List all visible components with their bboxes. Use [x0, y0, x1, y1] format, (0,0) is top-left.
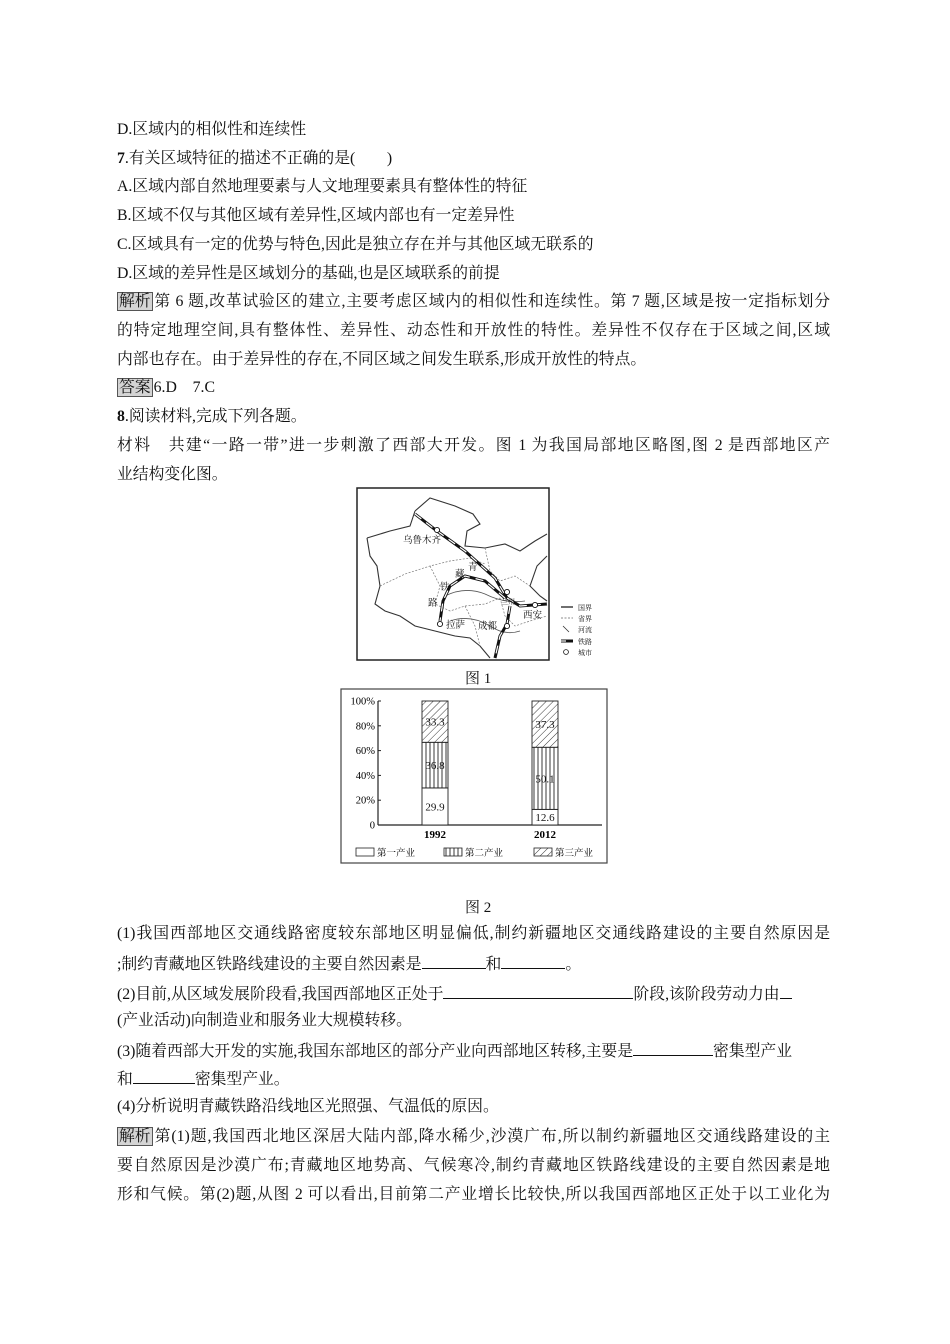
question-text: 和: [485, 956, 502, 973]
bar-data-label: 50.1: [535, 773, 555, 786]
q7-option-d: D.区域的差异性是区域划分的基础,也是区域联系的前提: [117, 265, 500, 282]
analysis-1-line: 内部也存在。由于差异性的存在,不同区域之间发生联系,形成开放性的特点。: [117, 351, 647, 368]
q7-option-b: B.区域不仅与其他区域有差异性,区域内部也有一定差异性: [117, 207, 515, 224]
answer-blank[interactable]: [501, 953, 565, 969]
q7-number: 7: [117, 150, 125, 167]
question-text: ;制约青藏地区铁路线建设的主要自然因素是: [117, 956, 422, 973]
question-2-line: [117, 983, 792, 1005]
figure-2-caption: 图 2: [465, 900, 492, 916]
figure-1-map: [355, 486, 610, 664]
city-label-lhasa: 拉萨: [446, 621, 466, 631]
map-legend: [561, 603, 592, 657]
legend-city-icon: [564, 650, 569, 655]
legend-label: 国界: [578, 604, 592, 612]
q7-option-c: C.区域具有一定的优势与特色,因此是独立存在并与其他区域无联系的: [117, 236, 594, 253]
q8-material-line: 业结构变化图。: [117, 466, 228, 483]
answer-tag: 答案: [119, 379, 151, 396]
answer-blank[interactable]: [422, 953, 486, 969]
analysis-2-line: 形和气候。第(2)题,从图 2 可以看出,目前第二产业增长比较快,所以我国西部地区正处于以工业化为: [117, 1186, 830, 1203]
answer-blank[interactable]: [443, 983, 633, 999]
analysis-1-text: 第 6 题,改革试验区的建立,主要考虑区域内的相似性和连续性。第 7 题,区域是按一定指标划分: [153, 293, 830, 310]
legend-label: 铁路: [578, 638, 592, 646]
q7-option-a: A.区域内部自然地理要素与人文地理要素具有整体性的特征: [117, 178, 528, 195]
question-text: (2)目前,从区域发展阶段看,我国西部地区正处于: [117, 986, 444, 1003]
legend-label: 河流: [578, 626, 592, 634]
answer-blank[interactable]: [780, 983, 792, 999]
city-label-xian: 西安: [523, 611, 543, 621]
bar-data-label: 29.9: [425, 801, 445, 814]
analysis-tag: 解析: [119, 293, 151, 310]
legend-swatch: [356, 848, 374, 856]
bar-data-label: 36.8: [425, 760, 445, 773]
analysis-2-text: 第(1)题,我国西北地区深居大陆内部,降水稀少,沙漠广布,所以制约新疆地区交通线路建设的主: [153, 1128, 830, 1145]
answer-line: [117, 378, 215, 398]
y-tick-label: 40%: [355, 770, 375, 782]
city-label-urumqi: 乌鲁木齐: [403, 536, 442, 546]
q7-stem: [117, 149, 392, 169]
railway-label: 青: [468, 563, 478, 573]
railway-label: 路: [428, 599, 438, 609]
y-tick-label: 60%: [355, 746, 375, 758]
question-2-line-2: (产业活动)向制造业和服务业大规模转移。: [117, 1012, 412, 1029]
q7-stem-text: .有关区域特征的描述不正确的是( ): [124, 150, 393, 167]
q6-option-d: D.区域内的相似性和连续性: [117, 121, 307, 138]
legend-label: 省界: [578, 615, 592, 623]
answer-text: 6.D 7.C: [153, 379, 216, 396]
question-text: 和: [117, 1071, 133, 1088]
y-tick-label: 80%: [355, 721, 375, 733]
legend-label: 第三产业: [555, 849, 594, 859]
question-text: 阶段,该阶段劳动力由: [633, 986, 780, 1003]
analysis-1-line: [117, 292, 830, 312]
question-text: 密集型产业。: [194, 1071, 290, 1088]
legend-label: 第二产业: [465, 849, 504, 859]
question-3-line-2: [117, 1068, 290, 1090]
question-3-line: [117, 1040, 792, 1062]
question-text: (3)随着西部大开发的实施,我国东部地区的部分产业向西部地区转移,主要是: [117, 1043, 634, 1060]
bar-data-label: 33.3: [425, 716, 445, 729]
legend-swatch: [444, 848, 462, 856]
bar-data-label: 37.3: [535, 719, 555, 732]
city-label-chengdu: 成都: [478, 622, 498, 632]
x-tick-label: 1992: [424, 829, 446, 841]
q8-number: 8: [117, 408, 125, 425]
material-text: 共建“一路一带”进一步刺激了西部大开发。图 1 为我国局部地区略图,图 2 是西部地区产: [168, 437, 830, 454]
legend-river-icon: [563, 626, 569, 632]
question-text: 密集型产业: [713, 1043, 793, 1060]
q8-stem-text: .阅读材料,完成下列各题。: [124, 408, 307, 425]
analysis-2-line: 要自然原因是沙漠广布;青藏地区地势高、气候寒冷,制约青藏地区铁路线建设的主要自然因素是地: [117, 1157, 830, 1174]
y-tick-label: 100%: [350, 696, 375, 708]
analysis-1-line: 的特定地理空间,具有整体性、差异性、动态性和开放性的特性。差异性不仅存在于区域之间,区域: [117, 322, 830, 339]
y-tick-label: 0: [369, 820, 375, 832]
figure-2-chart: [340, 688, 608, 864]
bar-data-label: 12.6: [535, 812, 555, 825]
railway-label: 藏: [455, 570, 465, 580]
y-tick-label: 20%: [355, 795, 375, 807]
material-tag: 材料: [117, 437, 152, 454]
analysis-tag: 解析: [119, 1128, 151, 1145]
question-4-line: (4)分析说明青藏铁路沿线地区光照强、气温低的原因。: [117, 1098, 499, 1115]
railway-label: 铁: [440, 583, 450, 593]
answer-blank[interactable]: [633, 1040, 713, 1056]
answer-blank[interactable]: [133, 1068, 195, 1084]
question-1-line-2: [117, 953, 581, 975]
legend-label: 第一产业: [377, 849, 416, 859]
figure-1-caption: 图 1: [465, 671, 492, 687]
x-tick-label: 2012: [534, 829, 556, 841]
legend-swatch: [534, 848, 552, 856]
question-1-line: (1)我国西部地区交通线路密度较东部地区明显偏低,制约新疆地区交通线路建设的主要自然原因是: [117, 925, 830, 942]
question-text: 。: [565, 956, 582, 973]
legend-label: 城市: [578, 649, 592, 657]
q8-material: [117, 436, 830, 456]
chart-frame: [341, 689, 607, 863]
analysis-2-line: [117, 1127, 830, 1147]
q8-stem: [117, 407, 307, 427]
city-label-lanzhou: 兰州: [501, 598, 515, 606]
